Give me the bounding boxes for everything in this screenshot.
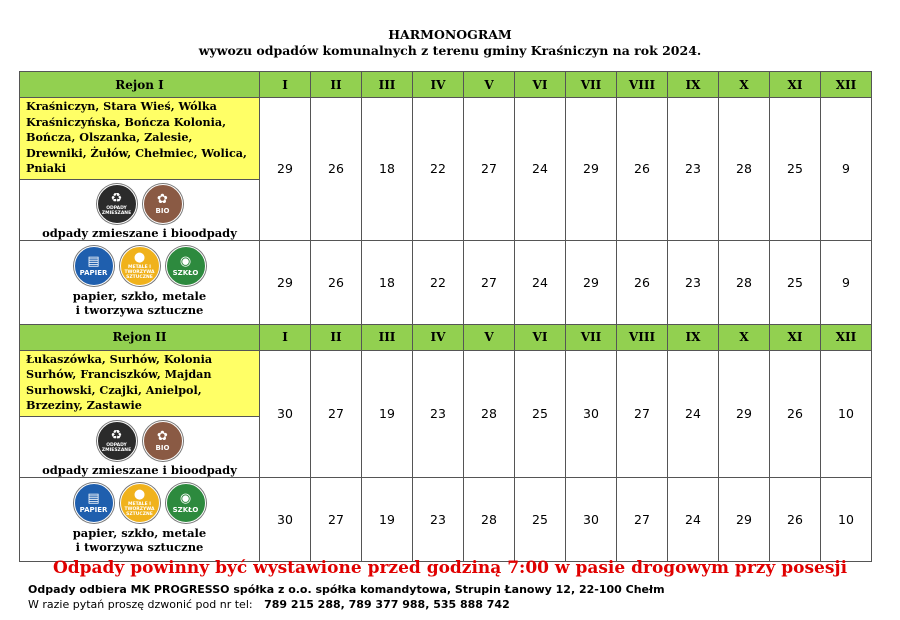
region-name: Rejon I	[20, 72, 260, 98]
mixed-waste-row	[20, 98, 872, 241]
pickup-date: 9	[821, 98, 872, 241]
pickup-date: 26	[617, 98, 668, 241]
pickup-date: 28	[464, 350, 515, 477]
pickup-date: 27	[311, 350, 362, 477]
icon-label: BIO	[155, 206, 170, 215]
month-header: XI	[770, 324, 821, 350]
month-header: III	[362, 72, 413, 98]
month-header: I	[260, 324, 311, 350]
pickup-notice: Odpady powinny być wystawione przed godziną 7:00 w pasie drogowym przy posesji	[52, 558, 848, 578]
month-header: VI	[515, 324, 566, 350]
pickup-date: 18	[362, 240, 413, 324]
bottle-icon: ● METALE I TWORZYWA SZTUCZNE	[120, 483, 160, 523]
month-header: VII	[566, 72, 617, 98]
pickup-date: 23	[413, 477, 464, 561]
pickup-date: 28	[464, 477, 515, 561]
pickup-date: 9	[821, 240, 872, 324]
pickup-date: 30	[260, 477, 311, 561]
pickup-date: 23	[413, 350, 464, 477]
month-header: IV	[413, 72, 464, 98]
pickup-date: 28	[719, 98, 770, 241]
month-header: VI	[515, 72, 566, 98]
region-info-cell	[20, 98, 260, 241]
leaf-icon: ✿ BIO	[143, 184, 183, 224]
leaf-icon: ✿ BIO	[143, 421, 183, 461]
pickup-date: 23	[668, 98, 719, 241]
icon-label: SZKŁO	[172, 268, 199, 277]
mixed-waste-row	[20, 350, 872, 477]
month-header: VII	[566, 324, 617, 350]
month-header: V	[464, 324, 515, 350]
pickup-date: 18	[362, 98, 413, 241]
recycling-icons	[20, 246, 259, 286]
localities-list: Kraśniczyn, Stara Wieś, Wólka Kraśniczyńska, Bończa Kolonia, Bończa, Olszanka, Zalesie, Drewniki, Żułów, Chełmiec, Wolica, Pniaki	[20, 98, 259, 180]
pickup-date: 22	[413, 98, 464, 241]
recycling-caption-1: papier, szkło, metale	[72, 525, 207, 540]
recycling-caption-2: i tworzywa sztuczne	[75, 539, 204, 554]
pickup-date: 22	[413, 240, 464, 324]
month-header: V	[464, 72, 515, 98]
pickup-date: 30	[260, 350, 311, 477]
recycling-caption-1: papier, szkło, metale	[72, 288, 207, 303]
pickup-date: 24	[668, 350, 719, 477]
pickup-date: 26	[770, 477, 821, 561]
month-header: IX	[668, 324, 719, 350]
month-header: X	[719, 324, 770, 350]
month-header: IX	[668, 72, 719, 98]
pickup-date: 10	[821, 350, 872, 477]
glass-icon: ◉ SZKŁO	[166, 483, 206, 523]
contact-label: W razie pytań proszę dzwonić pod nr tel:	[28, 598, 253, 611]
mixed-icons	[20, 421, 259, 461]
pickup-date: 26	[311, 240, 362, 324]
pickup-date: 29	[260, 240, 311, 324]
pickup-date: 26	[617, 240, 668, 324]
company-info: Odpady odbiera MK PROGRESSO spółka z o.o. spółka komandytowa, Strupin Łanowy 12, 22-100 Chełm	[28, 583, 665, 596]
month-header: XII	[821, 72, 872, 98]
pickup-date: 30	[566, 477, 617, 561]
mixed-caption: odpady zmieszane i bioodpady	[42, 225, 237, 240]
pickup-date: 25	[770, 240, 821, 324]
region-name: Rejon II	[20, 324, 260, 350]
icon-label: ODPADY ZMIESZANE	[101, 205, 132, 216]
month-header: II	[311, 72, 362, 98]
page-title: HARMONOGRAM	[388, 27, 512, 42]
pickup-date: 26	[770, 350, 821, 477]
paper-icon: ▤ PAPIER	[74, 246, 114, 286]
pickup-date: 27	[464, 98, 515, 241]
trash-icon: ♻ ODPADY ZMIESZANE	[97, 184, 137, 224]
icon-label: BIO	[155, 443, 170, 452]
month-header: VIII	[617, 72, 668, 98]
pickup-date: 29	[566, 98, 617, 241]
month-header: II	[311, 324, 362, 350]
pickup-date: 10	[821, 477, 872, 561]
icon-label: METALE I TWORZYWA SZTUCZNE	[124, 265, 155, 280]
month-header: X	[719, 72, 770, 98]
pickup-date: 30	[566, 350, 617, 477]
pickup-date: 19	[362, 350, 413, 477]
pickup-date: 27	[311, 477, 362, 561]
recycling-info-cell	[20, 477, 260, 561]
pickup-date: 26	[311, 98, 362, 241]
month-header: XII	[821, 324, 872, 350]
pickup-date: 24	[515, 240, 566, 324]
mixed-icons	[20, 184, 259, 224]
pickup-date: 29	[719, 350, 770, 477]
pickup-date: 28	[719, 240, 770, 324]
pickup-date: 29	[260, 98, 311, 241]
month-header: III	[362, 324, 413, 350]
region-header-row	[20, 324, 872, 350]
month-header: I	[260, 72, 311, 98]
month-header: XI	[770, 72, 821, 98]
region-header-row	[20, 72, 872, 98]
icon-label: PAPIER	[79, 268, 108, 277]
page-subtitle: wywozu odpadów komunalnych z terenu gminy Kraśniczyn na rok 2024.	[198, 43, 702, 58]
month-header: IV	[413, 324, 464, 350]
pickup-date: 25	[515, 477, 566, 561]
pickup-date: 27	[617, 477, 668, 561]
pickup-date: 27	[464, 240, 515, 324]
recycling-row	[20, 477, 872, 561]
pickup-date: 24	[668, 477, 719, 561]
recycling-row	[20, 240, 872, 324]
icon-label: METALE I TWORZYWA SZTUCZNE	[124, 502, 155, 517]
pickup-date: 23	[668, 240, 719, 324]
icon-label: SZKŁO	[172, 505, 199, 514]
pickup-date: 19	[362, 477, 413, 561]
icon-label: ODPADY ZMIESZANE	[101, 442, 132, 453]
mixed-caption: odpady zmieszane i bioodpady	[42, 462, 237, 477]
contact-info	[28, 598, 510, 611]
schedule-table	[19, 71, 872, 562]
region-info-cell	[20, 350, 260, 477]
pickup-date: 25	[515, 350, 566, 477]
month-header: VIII	[617, 324, 668, 350]
icon-label: PAPIER	[79, 505, 108, 514]
pickup-date: 29	[719, 477, 770, 561]
paper-icon: ▤ PAPIER	[74, 483, 114, 523]
recycling-caption-2: i tworzywa sztuczne	[75, 302, 204, 317]
recycling-icons	[20, 483, 259, 523]
trash-icon: ♻ ODPADY ZMIESZANE	[97, 421, 137, 461]
pickup-date: 25	[770, 98, 821, 241]
recycling-info-cell	[20, 240, 260, 324]
bottle-icon: ● METALE I TWORZYWA SZTUCZNE	[120, 246, 160, 286]
glass-icon: ◉ SZKŁO	[166, 246, 206, 286]
localities-list: Łukaszówka, Surhów, Kolonia Surhów, Franciszków, Majdan Surhowski, Czajki, Anielpol, Brzeziny, Zastawie	[20, 351, 259, 417]
pickup-date: 24	[515, 98, 566, 241]
contact-phones: 789 215 288, 789 377 988, 535 888 742	[264, 598, 510, 611]
pickup-date: 29	[566, 240, 617, 324]
pickup-date: 27	[617, 350, 668, 477]
